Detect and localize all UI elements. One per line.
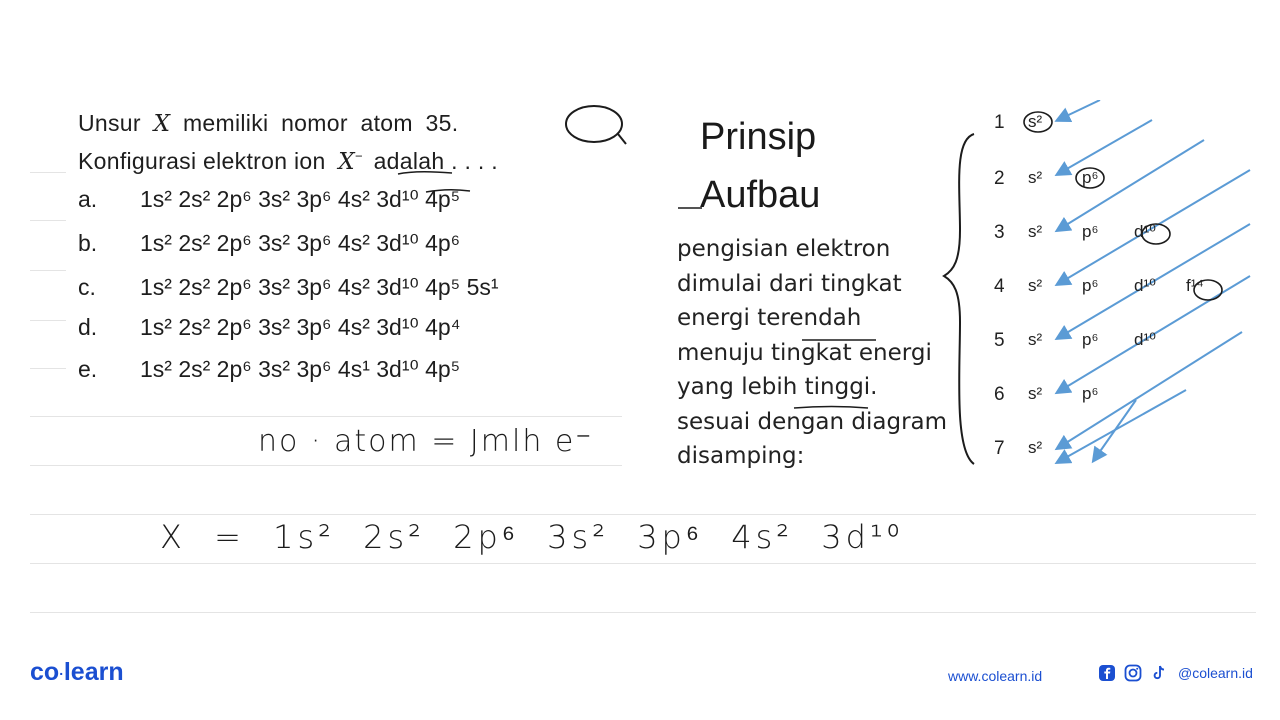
element-variable: X [153,111,171,137]
orbital-3-0: s² [1028,222,1043,241]
orbital-4-3: f¹⁴ [1186,276,1204,295]
description-line: dimulai dari tingkat [677,270,902,297]
option-a[interactable] [78,186,460,213]
orbital-7-0: s² [1028,438,1043,457]
question-text: Unsur [78,110,141,136]
energy-level-5: 5 [994,330,1005,351]
emphasis-underline [800,336,880,344]
colearn-logo [30,658,124,687]
ruled-line [30,270,66,271]
social-handle[interactable]: @colearn.id [1178,665,1253,681]
energy-level-2: 2 [994,168,1005,189]
orbital-4-0: s² [1028,276,1043,295]
aufbau-diagram [960,100,1260,480]
logo-dot: · [59,665,64,682]
ruled-line [30,612,1256,613]
option-e[interactable] [78,356,460,383]
option-config: 1s² 2s² 2p⁶ 3s² 3p⁶ 4s² 3d¹⁰ 4p⁴ [140,314,461,340]
ion-variable: X [338,149,355,175]
description-line: pengisian elektron [677,236,891,262]
option-letter: d. [78,314,98,340]
facebook-icon[interactable] [1098,664,1116,682]
ruled-line [30,172,66,173]
option-c[interactable] [78,274,499,301]
orbital-4-2: d¹⁰ [1134,276,1156,295]
energy-level-6: 6 [994,384,1005,405]
option-d[interactable] [78,314,461,341]
section-title: Prinsip [700,116,817,158]
diagonal-arrows [960,100,1260,480]
question-text: memiliki nomor atom [182,110,413,136]
aufbau-description [677,232,977,474]
ruled-line [30,368,66,369]
tiktok-icon[interactable] [1150,664,1168,682]
handwritten-answer: X = 1s² 2s² 2p⁶ 3s² 3p⁶ 4s² 3d¹⁰ [160,518,904,556]
option-config: 1s² 2s² 2p⁶ 3s² 3p⁶ 4s² 3d¹⁰ 4p⁵ 5s¹ [140,274,499,300]
energy-level-7: 7 [994,438,1005,459]
option-b[interactable] [78,230,460,257]
handwritten-note: no · atom = Jmlh e⁻ [258,424,594,459]
logo-part: co [30,658,60,686]
orbital-6-1: p⁶ [1082,384,1099,403]
orbital-2-1: p⁶ [1082,168,1099,187]
description-line: sesuai dengan diagram [677,408,948,435]
ruled-line [30,563,1256,564]
option-config: 1s² 2s² 2p⁶ 3s² 3p⁶ 4s¹ 3d¹⁰ 4p⁵ [140,356,461,382]
emphasis-underline [792,404,872,412]
question-text: Konfigurasi elektron ion [78,148,326,174]
question-text: adalah . . . . [373,148,498,174]
filling-order-arrow [1058,100,1100,120]
social-links [1098,664,1253,682]
orbital-1-0: s² [1028,112,1043,131]
orbital-2-0: s² [1028,168,1043,187]
ion-charge: − [354,148,363,164]
description-line: yang lebih tinggi. [677,374,878,400]
atomic-number-circle [560,100,630,150]
section-title: Aufbau [700,174,821,216]
orbital-5-1: p⁶ [1082,330,1099,349]
orbital-5-0: s² [1028,330,1043,349]
ruled-line [30,514,1256,515]
atomic-number: 35. [425,110,459,136]
option-letter: a. [78,186,98,212]
question-line-1 [78,110,458,137]
option-letter: e. [78,356,98,382]
ruled-line [30,320,66,321]
ruled-line [30,416,622,417]
orbital-5-2: d¹⁰ [1134,330,1156,349]
energy-level-3: 3 [994,222,1005,243]
filling-order-arrow [1058,120,1152,174]
logo-part: learn [63,658,124,686]
orbital-4-1: p⁶ [1082,276,1099,295]
ruled-line [30,465,622,466]
description-line: disamping: [677,443,805,469]
description-line: energi terendah [677,305,862,331]
description-line: menuju tingkat energi [677,339,932,366]
option-letter: c. [78,274,96,300]
energy-level-1: 1 [994,112,1005,133]
underline-mark [676,200,706,212]
website-link[interactable]: www.colearn.id [948,668,1043,684]
overline-mark [424,186,474,196]
option-config: 1s² 2s² 2p⁶ 3s² 3p⁶ 4s² 3d¹⁰ 4p⁵ [140,186,461,212]
energy-level-4: 4 [994,276,1005,297]
filling-order-arrow [1058,390,1186,462]
orbital-6-0: s² [1028,384,1043,403]
ion-underline-mark [396,168,456,180]
filling-order-arrow [1094,400,1136,460]
option-config: 1s² 2s² 2p⁶ 3s² 3p⁶ 4s² 3d¹⁰ 4p⁶ [140,230,461,256]
orbital-3-1: p⁶ [1082,222,1099,241]
ruled-line [30,220,66,221]
option-letter: b. [78,230,98,256]
orbital-3-2: d¹⁰ [1134,222,1156,241]
instagram-icon[interactable] [1124,664,1142,682]
